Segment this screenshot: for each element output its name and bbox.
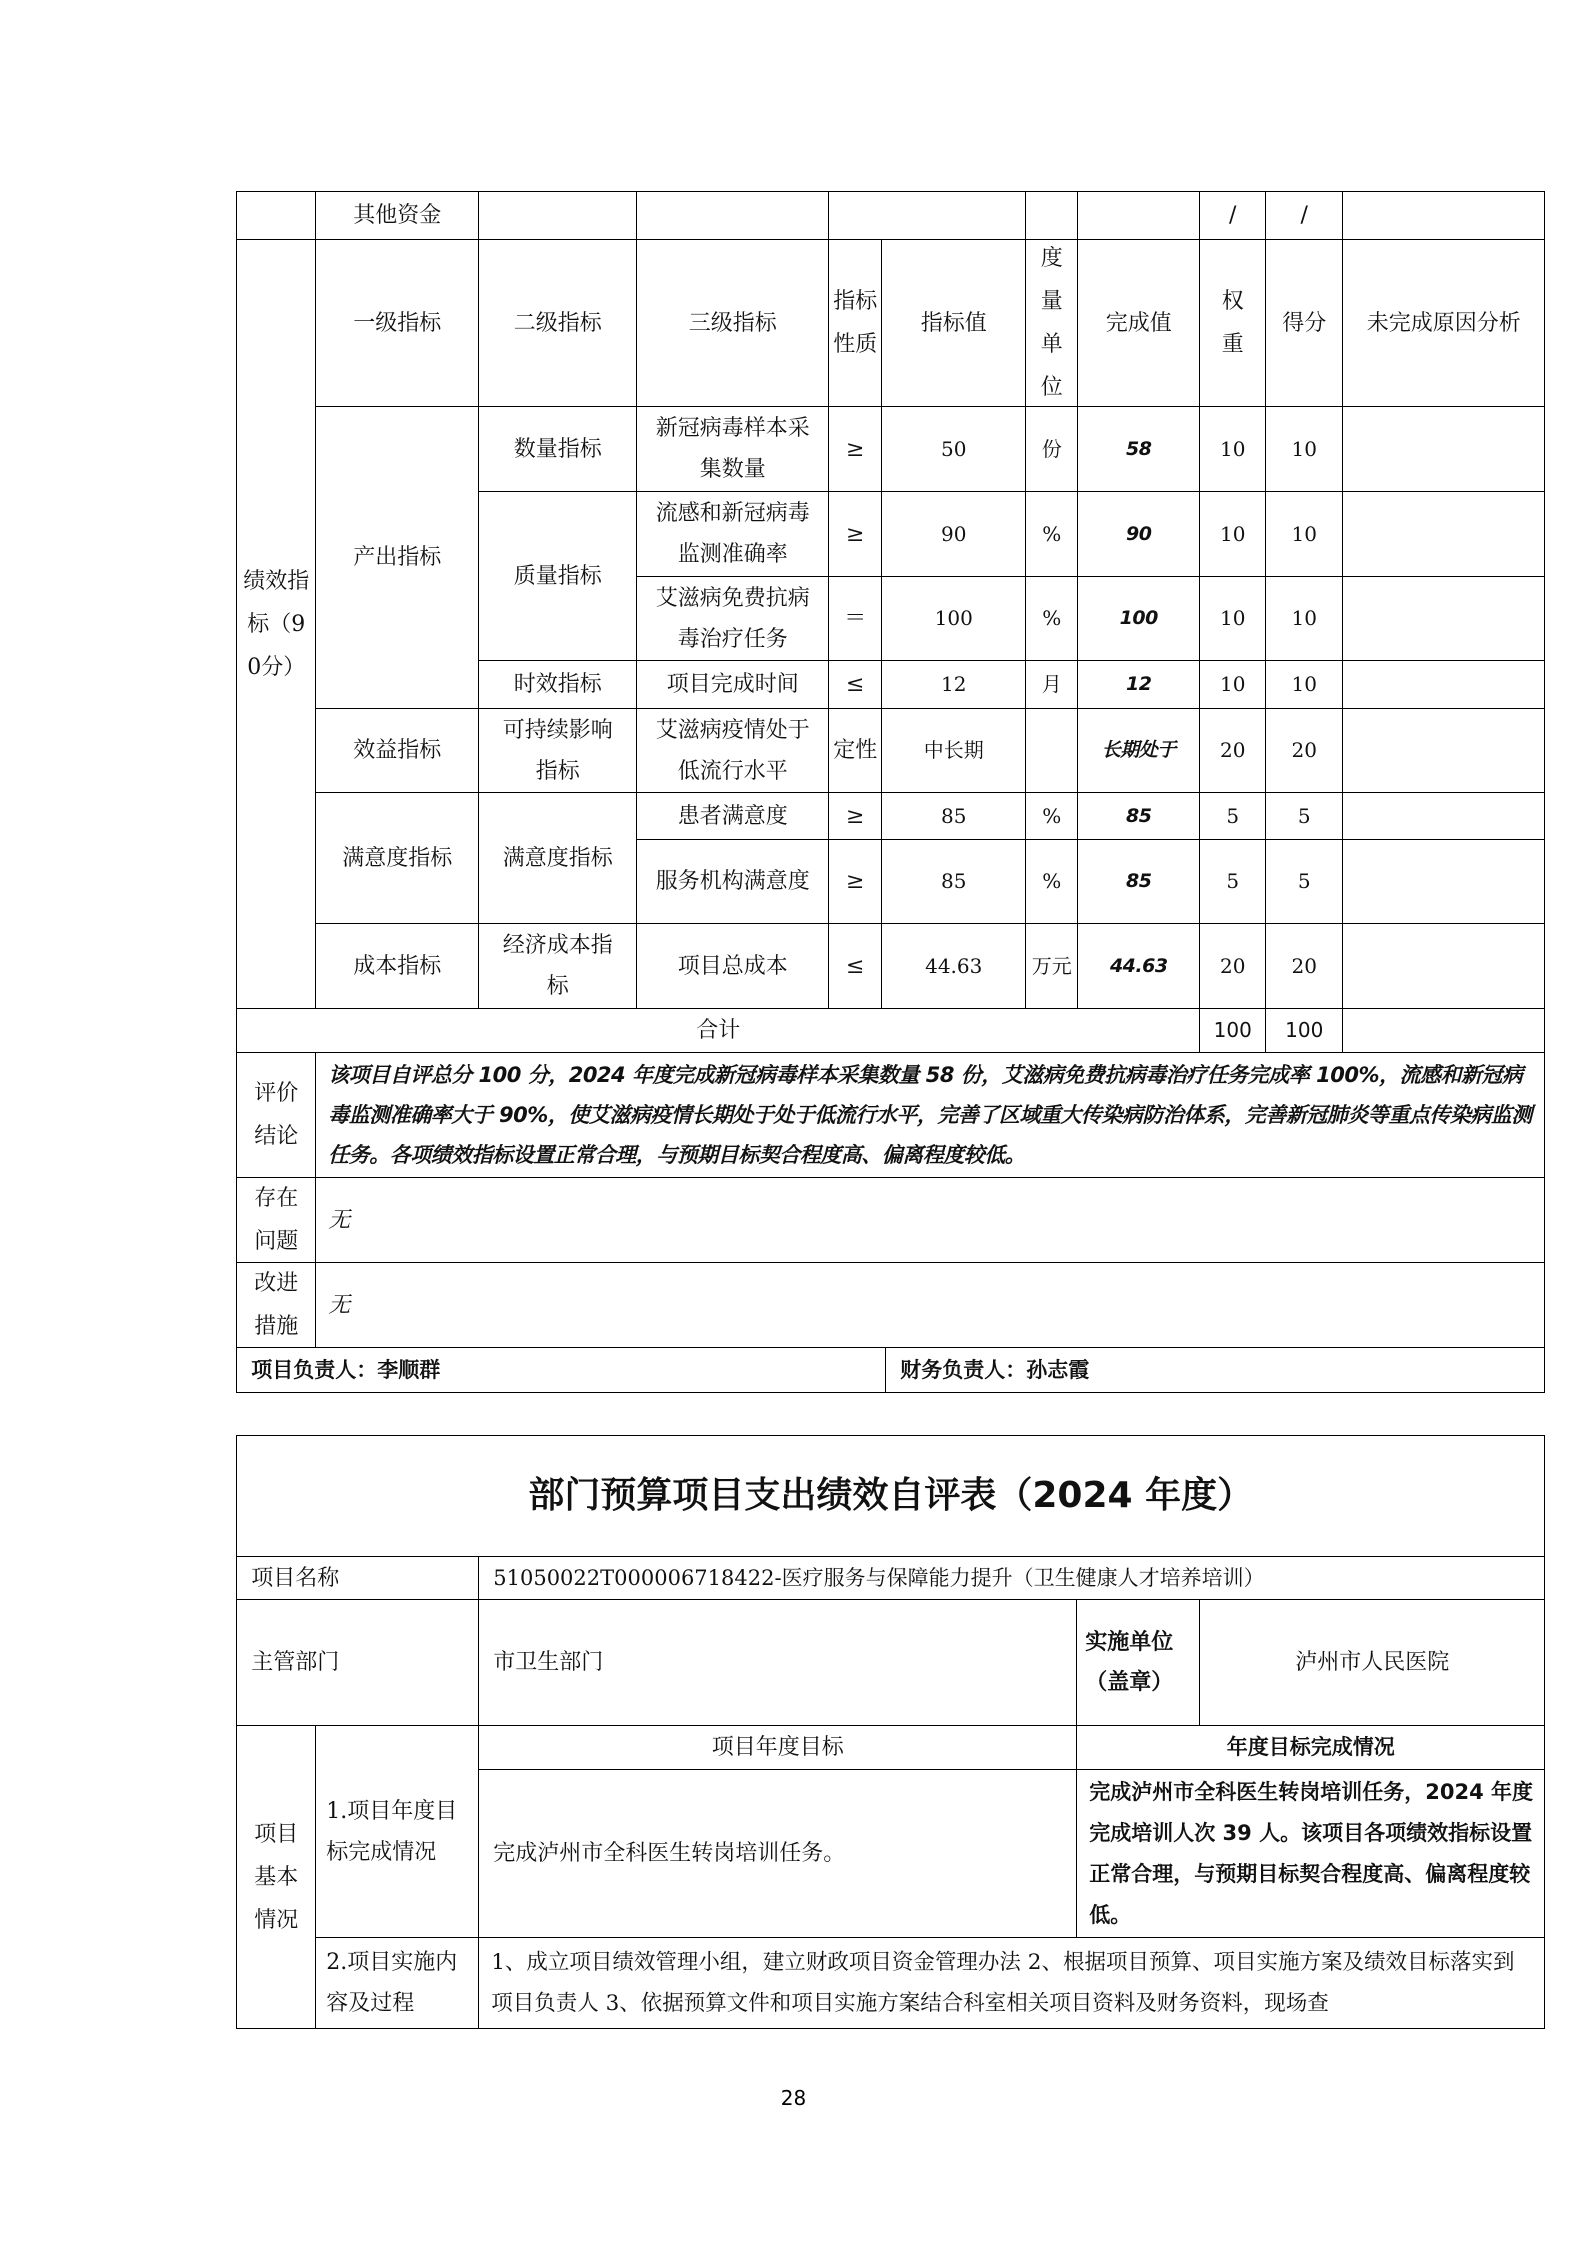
- indicator-target: 44.63: [881, 923, 1026, 1009]
- indicator-unit: [1025, 708, 1078, 793]
- dept-label: 主管部门: [236, 1599, 479, 1726]
- indicator-weight: 10: [1199, 406, 1266, 492]
- other-funds-weight: /: [1199, 191, 1266, 240]
- indicator-nature: ≤: [828, 923, 882, 1009]
- indicator-reason: [1342, 923, 1545, 1009]
- project-name-label: 项目名称: [236, 1556, 479, 1600]
- indicator-target: 85: [881, 839, 1026, 924]
- indicator-reason: [1342, 576, 1545, 661]
- indicator-unit: %: [1025, 576, 1078, 661]
- indicator-name: 新冠病毒样本采集数量: [636, 406, 829, 492]
- goal-header: 项目年度目标: [478, 1725, 1077, 1770]
- header-weight: 权重: [1199, 239, 1266, 407]
- indicator-actual: 12: [1077, 660, 1200, 709]
- indicator-nature: ＝: [828, 576, 882, 661]
- empty-cell: [1342, 191, 1545, 240]
- indicator-score: 10: [1265, 406, 1343, 492]
- indicator-name: 项目完成时间: [636, 660, 829, 709]
- indicator-nature: ≥: [828, 406, 882, 492]
- performance-section-label: 绩效指标（90分）: [236, 239, 316, 1009]
- indicator-target: 50: [881, 406, 1026, 492]
- indicator-actual: 44.63: [1077, 923, 1200, 1009]
- subgroup-sustainability: 可持续影响指标: [478, 708, 637, 793]
- indicator-nature: ≤: [828, 660, 882, 709]
- other-funds-score: /: [1265, 191, 1343, 240]
- indicator-target: 100: [881, 576, 1026, 661]
- subgroup-satisfaction: 满意度指标: [478, 792, 637, 924]
- indicator-unit: 份: [1025, 406, 1078, 492]
- basic-info-label: 项目基本情况: [236, 1725, 316, 2029]
- indicator-actual: 长期处于: [1077, 708, 1200, 793]
- indicator-score: 10: [1265, 660, 1343, 709]
- process-label: 2.项目实施内容及过程: [315, 1937, 479, 2029]
- completion-header: 年度目标完成情况: [1076, 1725, 1545, 1770]
- indicator-actual: 90: [1077, 491, 1200, 577]
- group-satisfaction: 满意度指标: [315, 792, 479, 924]
- indicator-reason: [1342, 839, 1545, 924]
- header-level2: 二级指标: [478, 239, 637, 407]
- indicator-target: 85: [881, 792, 1026, 840]
- indicator-actual: 58: [1077, 406, 1200, 492]
- subgroup-quantity: 数量指标: [478, 406, 637, 492]
- header-level1: 一级指标: [315, 239, 479, 407]
- indicator-name: 服务机构满意度: [636, 839, 829, 924]
- indicator-target: 中长期: [881, 708, 1026, 793]
- indicator-reason: [1342, 660, 1545, 709]
- header-actual-value: 完成值: [1077, 239, 1200, 407]
- project-lead: 项目负责人：李顺群: [236, 1347, 886, 1393]
- indicator-name: 患者满意度: [636, 792, 829, 840]
- indicator-score: 5: [1265, 792, 1343, 840]
- subgroup-quality: 质量指标: [478, 491, 637, 661]
- indicator-unit: %: [1025, 839, 1078, 924]
- header-level3: 三级指标: [636, 239, 829, 407]
- total-label: 合计: [236, 1008, 1200, 1053]
- impl-unit-label: 实施单位（盖章）: [1076, 1599, 1200, 1726]
- group-benefit: 效益指标: [315, 708, 479, 793]
- group-output: 产出指标: [315, 406, 479, 709]
- header-score: 得分: [1265, 239, 1343, 407]
- header-nature: 指标性质: [828, 239, 882, 407]
- form-title: 部门预算项目支出绩效自评表（2024 年度）: [236, 1435, 1545, 1557]
- indicator-reason: [1342, 406, 1545, 492]
- completion-text: 完成泸州市全科医生转岗培训任务，2024 年度完成培训人次 39 人。该项目各项绩效指标设置正常合理，与预期目标契合程度高、偏离程度较低。: [1076, 1769, 1545, 1938]
- indicator-weight: 5: [1199, 792, 1266, 840]
- indicator-name: 艾滋病免费抗病毒治疗任务: [636, 576, 829, 661]
- finance-lead: 财务负责人：孙志霞: [885, 1347, 1545, 1393]
- header-target-value: 指标值: [881, 239, 1026, 407]
- indicator-weight: 10: [1199, 491, 1266, 577]
- indicator-target: 12: [881, 660, 1026, 709]
- project-name-value: 51050022T000006718422-医疗服务与保障能力提升（卫生健康人才培养培训）: [478, 1556, 1545, 1600]
- empty-cell: [1077, 191, 1200, 240]
- dept-value: 市卫生部门: [478, 1599, 1077, 1726]
- indicator-name: 项目总成本: [636, 923, 829, 1009]
- indicator-weight: 20: [1199, 708, 1266, 793]
- empty-cell: [1342, 1008, 1545, 1053]
- header-unit: 度量单位: [1025, 239, 1078, 407]
- indicator-reason: [1342, 491, 1545, 577]
- empty-cell: [478, 191, 637, 240]
- indicator-reason: [1342, 792, 1545, 840]
- issues-text: 无: [315, 1177, 1545, 1263]
- indicator-name: 艾滋病疫情处于低流行水平: [636, 708, 829, 793]
- empty-cell: [636, 191, 829, 240]
- indicator-weight: 10: [1199, 660, 1266, 709]
- indicator-nature: ≥: [828, 491, 882, 577]
- indicator-nature: 定性: [828, 708, 882, 793]
- indicator-actual: 85: [1077, 839, 1200, 924]
- indicator-weight: 5: [1199, 839, 1266, 924]
- conclusion-text: 该项目自评总分 100 分，2024 年度完成新冠病毒样本采集数量 58 份，艾滋病免费抗病毒治疗任务完成率 100%，流感和新冠病毒监测准确率大于 90%，使艾滋病疫情长期处于处于低流行水平，完善了区域重大传染病防治体系，完善新冠肺炎等重点传染病监测任务。各项绩效指标设置正常合理，与预期目标契合程度高、偏离程度较低。: [315, 1052, 1545, 1178]
- indicator-nature: ≥: [828, 839, 882, 924]
- indicator-weight: 20: [1199, 923, 1266, 1009]
- empty-cell: [1025, 191, 1078, 240]
- indicator-unit: %: [1025, 792, 1078, 840]
- indicator-name: 流感和新冠病毒监测准确率: [636, 491, 829, 577]
- page-number: 28: [780, 2086, 807, 2110]
- impl-unit-value: 泸州市人民医院: [1199, 1599, 1545, 1726]
- improvements-label: 改进措施: [236, 1262, 316, 1348]
- group-cost: 成本指标: [315, 923, 479, 1009]
- conclusion-label: 评价结论: [236, 1052, 316, 1178]
- total-weight: 100: [1199, 1008, 1266, 1053]
- indicator-unit: 万元: [1025, 923, 1078, 1009]
- indicator-target: 90: [881, 491, 1026, 577]
- indicator-unit: 月: [1025, 660, 1078, 709]
- indicator-weight: 10: [1199, 576, 1266, 661]
- indicator-actual: 100: [1077, 576, 1200, 661]
- other-funds-label: 其他资金: [315, 191, 479, 240]
- subgroup-economic-cost: 经济成本指标: [478, 923, 637, 1009]
- improvements-text: 无: [315, 1262, 1545, 1348]
- goal-text: 完成泸州市全科医生转岗培训任务。: [478, 1769, 1077, 1938]
- indicator-score: 20: [1265, 708, 1343, 793]
- indicator-unit: %: [1025, 491, 1078, 577]
- indicator-score: 5: [1265, 839, 1343, 924]
- indicator-actual: 85: [1077, 792, 1200, 840]
- indicator-reason: [1342, 708, 1545, 793]
- indicator-score: 10: [1265, 576, 1343, 661]
- total-score: 100: [1265, 1008, 1343, 1053]
- empty-cell: [828, 191, 1026, 240]
- subgroup-timeliness: 时效指标: [478, 660, 637, 709]
- header-reason: 未完成原因分析: [1342, 239, 1545, 407]
- indicator-score: 20: [1265, 923, 1343, 1009]
- empty-cell: [236, 191, 316, 240]
- issues-label: 存在问题: [236, 1177, 316, 1263]
- process-text: 1、成立项目绩效管理小组，建立财政项目资金管理办法 2、根据项目预算、项目实施方案及绩效目标落实到项目负责人 3、依据预算文件和项目实施方案结合科室相关项目资料及财务资料，现场查: [478, 1937, 1545, 2029]
- indicator-nature: ≥: [828, 792, 882, 840]
- indicator-score: 10: [1265, 491, 1343, 577]
- goal-section-label: 1.项目年度目标完成情况: [315, 1725, 479, 1938]
